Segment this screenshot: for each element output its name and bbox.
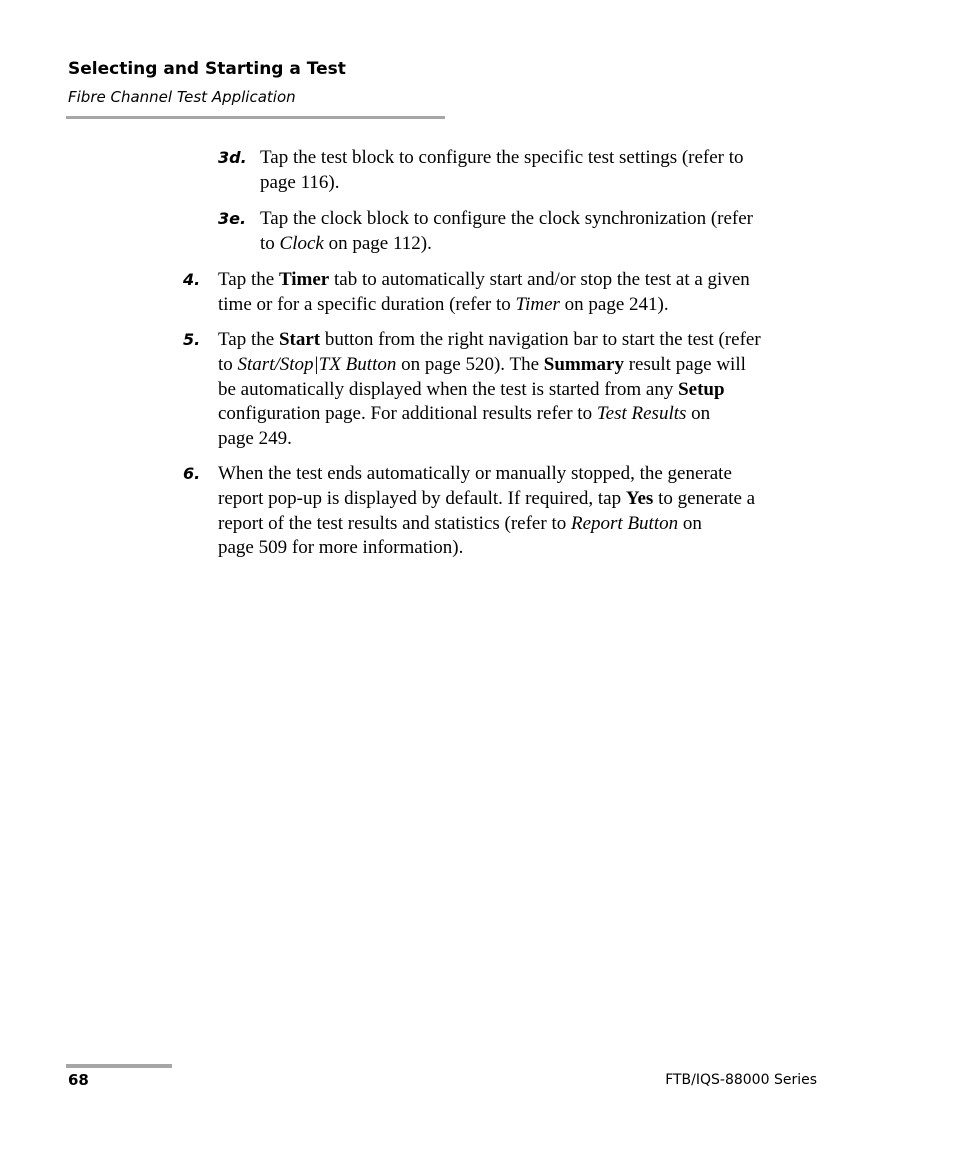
text-run: button from the right navigation bar to start the test (refer (320, 329, 761, 350)
text-run: Tap the clock block to configure the clock synchronization (refer (260, 208, 753, 229)
text-line (260, 146, 744, 171)
text-line (260, 232, 753, 257)
step-text (260, 146, 744, 196)
text-run: result page will (623, 353, 746, 375)
footer-divider (66, 1064, 172, 1068)
text-line (218, 462, 755, 487)
step-number: 3d. (218, 148, 247, 167)
text-run: report pop-up is displayed by default. If required, tap (218, 487, 626, 509)
text-line (218, 328, 761, 353)
step-text (218, 328, 761, 452)
step-number: 4. (183, 270, 201, 289)
text-run: When the test ends automatically or manually stopped, the generate (218, 463, 732, 484)
step-text (218, 268, 750, 318)
text-run: to generate a (653, 487, 756, 509)
header-divider (66, 116, 445, 119)
text-run: on (678, 512, 702, 534)
text-run: configuration page. For additional results refer to (218, 403, 597, 425)
text-line (218, 512, 755, 537)
text-run: tab to automatically start and/or stop the test at a given (329, 269, 750, 290)
cross-reference: Timer (515, 293, 560, 315)
cross-reference: Test Results (596, 403, 687, 425)
text-line (218, 268, 750, 293)
text-run: report of the test results and statistics (refer to (218, 512, 571, 534)
ui-term: Timer (278, 269, 330, 290)
text-line (218, 402, 761, 427)
ui-term: Setup (678, 378, 725, 400)
text-run: on (686, 403, 711, 425)
step-text (218, 462, 755, 561)
text-line (218, 293, 750, 318)
cross-reference: Clock (279, 232, 324, 254)
text-run: time or for a specific duration (refer to (218, 293, 516, 315)
text-run: on page 112). (323, 232, 432, 254)
text-run: page 249. (218, 428, 292, 450)
text-run: to (218, 353, 238, 375)
text-run: Tap the test block to configure the specific test settings (refer to (260, 147, 744, 168)
page-number: 68 (68, 1071, 89, 1089)
step-number: 5. (183, 330, 201, 349)
ui-term: Yes (625, 487, 654, 509)
text-line (218, 536, 755, 561)
text-run: on page 520). The (396, 353, 544, 375)
text-run: be automatically displayed when the test is started from any (218, 378, 679, 400)
page-header-title: Selecting and Starting a Test (68, 59, 346, 79)
text-run: page 116). (260, 171, 340, 193)
text-run: on page 241). (559, 293, 669, 315)
cross-reference: Report Button (570, 512, 679, 534)
text-run: to (260, 232, 280, 254)
text-line (218, 378, 761, 403)
cross-reference: Start/Stop|TX Button (237, 353, 397, 375)
product-series: FTB/IQS-88000 Series (665, 1072, 817, 1088)
text-line (218, 427, 761, 452)
ui-term: Start (278, 329, 321, 350)
text-line (218, 353, 761, 378)
text-run: Tap the (218, 269, 279, 290)
text-line (260, 171, 744, 196)
step-number: 3e. (218, 209, 247, 228)
text-line (260, 207, 753, 232)
text-run: Tap the (218, 329, 279, 350)
ui-term: Summary (543, 353, 624, 375)
text-run: page 509 for more information). (218, 537, 464, 559)
text-line (218, 487, 755, 512)
page-header-subtitle: Fibre Channel Test Application (68, 88, 296, 106)
step-number: 6. (183, 464, 201, 483)
step-text (260, 207, 753, 257)
